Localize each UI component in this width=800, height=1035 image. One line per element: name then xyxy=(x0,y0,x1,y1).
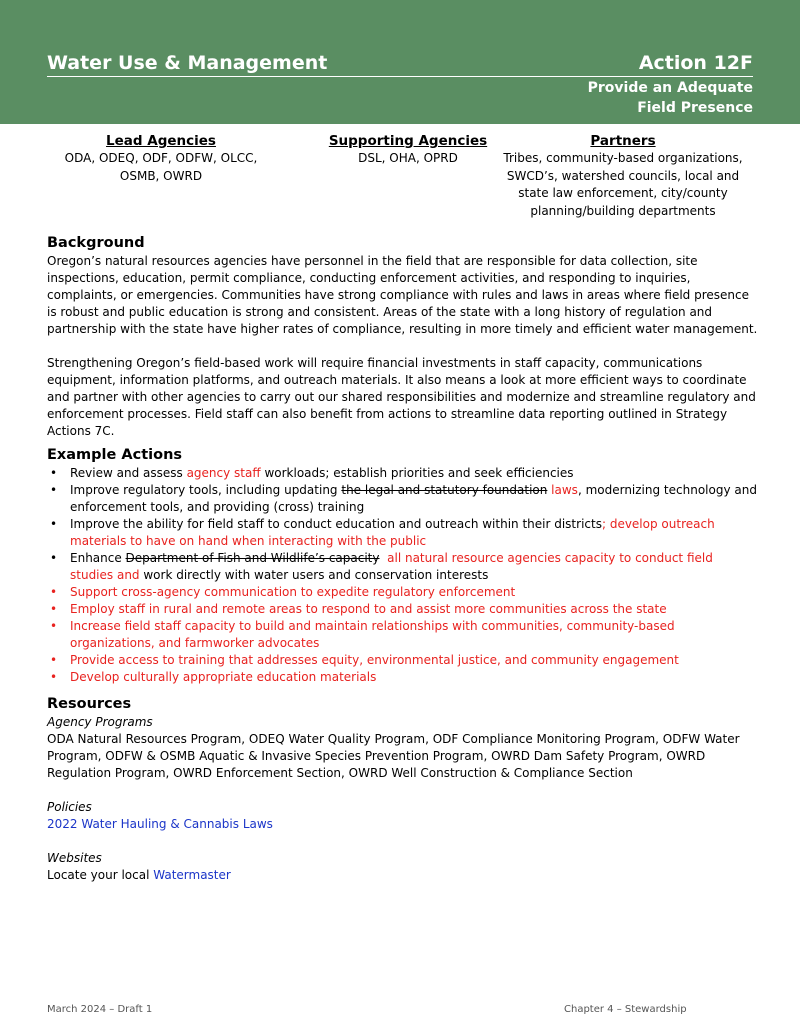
websites-text: Locate your local xyxy=(47,868,154,882)
resources-section xyxy=(47,695,759,884)
list-item: • Improve the ability for field staff to conduct education and outreach within their districts; develop outreach materials to have on hand when interacting with the public xyxy=(50,517,715,548)
bullet-icon: • xyxy=(50,585,58,599)
bullet-icon: • xyxy=(50,517,58,531)
background-paragraph-2: Strengthening Oregon’s field-based work will require financial investments in staff capacity, communications equipment, information platforms, and outreach materials. It also means a look at more efficient ways to coordinate and partner with other agencies to carry out our shared responsibilities and modernize and streamline regulatory and enforcement processes. Field staff can also benefit from actions to streamline data reporting outlined in Strategy Actions 7C. xyxy=(47,356,756,438)
lead-agencies xyxy=(40,132,282,185)
footer-left: March 2024 – Draft 1 xyxy=(47,1004,153,1015)
partners-line: Tribes, community-based organizations, xyxy=(503,151,743,165)
example-actions-list xyxy=(47,465,759,686)
lead-agencies-line: ODA, ODEQ, ODF, ODFW, OLCC, xyxy=(64,151,258,165)
lead-agencies-line: OSMB, OWRD xyxy=(119,168,203,183)
bullet-icon: • xyxy=(50,619,58,633)
supporting-agencies-line: DSL, OHA, OPRD xyxy=(358,151,458,165)
list-item: • Review and assess agency staff workloads; establish priorities and seek efficiencies xyxy=(50,466,574,480)
bullet-icon: • xyxy=(50,602,58,616)
deleted-text: the legal and statutory foundation xyxy=(341,483,548,497)
subtitle-line-1: Provide an Adequate xyxy=(587,80,753,96)
bullet-icon: • xyxy=(50,551,58,565)
background-paragraph-1: Oregon’s natural resources agencies have personnel in the field that are responsible for data collection, site inspections, education, permit compliance, conducting enforcement activities, and responding to inquiries, complaints, or emergencies. Communities have strong compliance with rules and laws in areas where field presence is robust and public education is strong and consistent. Areas of the state with a long history of regulation and partnership with the state have higher rates of compliance, resulting in more timely and efficient water management. xyxy=(47,254,758,336)
title-row xyxy=(47,52,753,77)
partners-line: state law enforcement, city/county xyxy=(518,186,728,200)
websites-label: Websites xyxy=(47,851,102,865)
list-item: • Employ staff in rural and remote areas to respond to and assist more communities across the state xyxy=(50,602,667,616)
supporting-agencies-heading: Supporting Agencies xyxy=(328,133,488,149)
action-number: Action 12F xyxy=(638,52,753,74)
supporting-agencies xyxy=(288,132,528,168)
resources-heading: Resources xyxy=(47,696,132,712)
example-actions-section xyxy=(47,446,759,686)
section-title: Water Use & Management xyxy=(47,52,328,74)
list-item: • Improve regulatory tools, including updating the legal and statutory foundation laws, modernizing technology and enforcement tools, and providing (cross) training xyxy=(50,483,757,514)
partners-line: planning/building departments xyxy=(530,203,716,218)
agencies-block xyxy=(40,132,760,224)
agency-programs-text: ODA Natural Resources Program, ODEQ Water Quality Program, ODF Compliance Monitoring Program, ODFW Water Program, ODFW & OSMB Aquatic & Invasive Species Prevention Program, OWRD Dam Safety Program, OWRD Regulation Program, OWRD Enforcement Section, OWRD Well Construction & Compliance Section xyxy=(47,732,740,780)
list-item: • Increase field staff capacity to build and maintain relationships with communities, community-based organizations, and farmworker advocates xyxy=(50,619,675,650)
policies-link[interactable]: 2022 Water Hauling & Cannabis Laws xyxy=(47,817,273,831)
deleted-text: Department of Fish and Wildlife’s capacity xyxy=(125,551,380,565)
policies-label: Policies xyxy=(47,800,92,814)
subtitle-line-2: Field Presence xyxy=(637,100,753,116)
header-banner xyxy=(0,0,800,124)
action-subtitle xyxy=(588,78,753,118)
bullet-icon: • xyxy=(50,466,58,480)
partners-heading: Partners xyxy=(590,133,656,149)
partners xyxy=(498,132,748,220)
list-item: • Support cross-agency communication to expedite regulatory enforcement xyxy=(50,585,516,599)
list-item: • Provide access to training that addresses equity, environmental justice, and community engagement xyxy=(50,653,679,667)
background-heading: Background xyxy=(47,235,145,251)
bullet-icon: • xyxy=(50,653,58,667)
watermaster-link[interactable]: Watermaster xyxy=(153,868,231,882)
example-actions-heading: Example Actions xyxy=(47,447,183,463)
list-item: • Enhance Department of Fish and Wildlife’s capacity all natural resource agencies capacity to conduct field studies and work directly with water users and conservation interests xyxy=(50,551,717,582)
bullet-icon: • xyxy=(50,670,58,684)
partners-line: SWCD’s, watershed councils, local and xyxy=(506,168,740,183)
list-item: • Develop culturally appropriate education materials xyxy=(50,670,377,684)
main-content xyxy=(47,234,759,884)
lead-agencies-heading: Lead Agencies xyxy=(106,133,216,149)
agency-programs-label: Agency Programs xyxy=(47,715,153,729)
footer-right: Chapter 4 – Stewardship xyxy=(564,1004,687,1015)
bullet-icon: • xyxy=(50,483,58,497)
